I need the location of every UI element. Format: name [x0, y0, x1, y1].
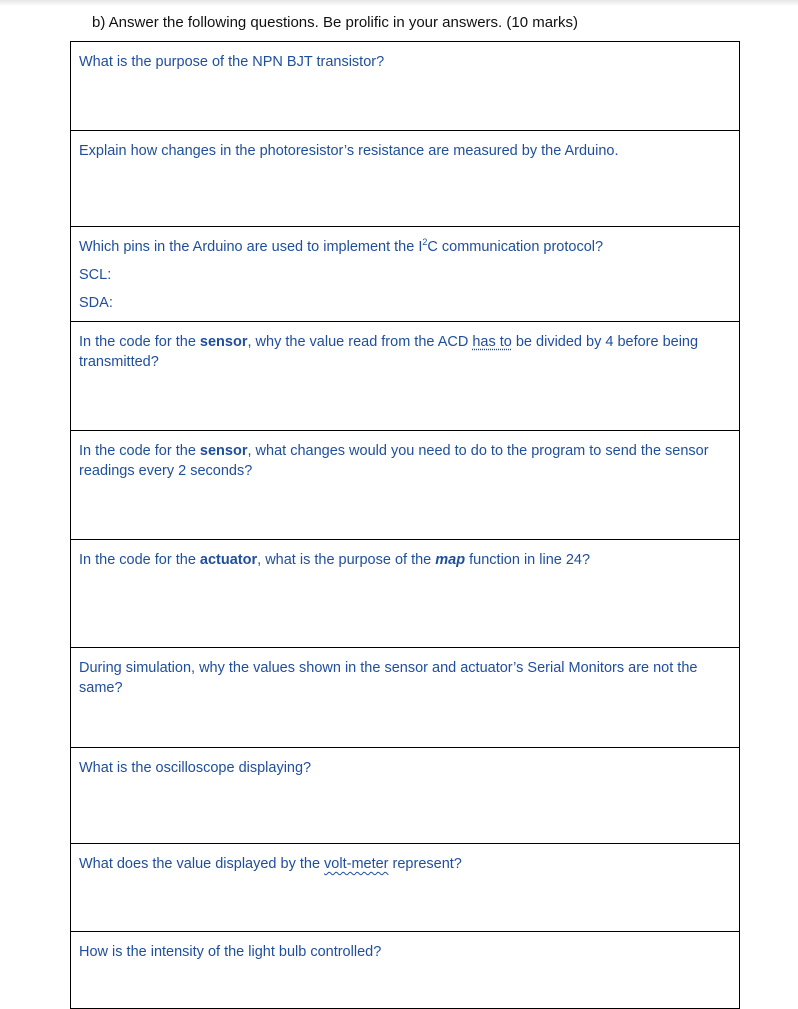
table-row	[71, 844, 740, 932]
question-cell-6[interactable]	[71, 540, 740, 648]
question-text	[79, 854, 734, 874]
sda-label: SDA:	[79, 295, 113, 311]
question-text: Explain how changes in the photoresistor’s resistance are measured by the Arduino.	[79, 143, 619, 159]
question-cell-5[interactable]	[71, 431, 740, 540]
question-text-part: In the code for the	[79, 552, 200, 568]
scl-label: SCL:	[79, 267, 112, 283]
question-cell-8[interactable]	[71, 748, 740, 844]
questions-table	[70, 41, 740, 1009]
page-top-shadow	[0, 0, 798, 6]
question-text: How is the intensity of the light bulb controlled?	[79, 944, 382, 960]
question-text	[79, 550, 734, 570]
question-text-part: be divided by 4 before being transmitted?	[79, 334, 699, 370]
question-text-part: , what changes would you need to do to the program to send the sensor readings every 2 seconds?	[79, 443, 709, 479]
superscript: 2	[422, 237, 428, 248]
question-text	[79, 332, 734, 372]
question-cell-10[interactable]	[71, 932, 740, 1009]
question-text-part: , why the value read from the ACD	[247, 334, 473, 350]
question-text	[79, 441, 734, 481]
table-row	[71, 648, 740, 748]
table-row	[71, 227, 740, 322]
bold-keyword: sensor	[199, 334, 248, 350]
question-cell-3[interactable]	[71, 227, 740, 322]
question-text-part: What does the value displayed by the	[79, 856, 325, 872]
bold-keyword: sensor	[199, 443, 248, 459]
question-text-part: In the code for the	[79, 334, 200, 350]
question-text-part: function in line 24?	[465, 552, 591, 568]
question-text-part: In the code for the	[79, 443, 200, 459]
spelling-marked-text: volt-meter	[324, 856, 389, 872]
question-cell-2[interactable]	[71, 131, 740, 227]
table-row	[71, 540, 740, 648]
question-text-part: represent?	[388, 856, 462, 872]
question-cell-4[interactable]	[71, 322, 740, 431]
question-cell-9[interactable]	[71, 844, 740, 932]
emphasized-keyword: map	[435, 552, 466, 568]
question-cell-7[interactable]	[71, 648, 740, 748]
question-text: What is the purpose of the NPN BJT transistor?	[79, 54, 385, 70]
grammar-marked-text: has to	[472, 334, 512, 350]
table-row	[71, 932, 740, 1009]
question-cell-1[interactable]	[71, 42, 740, 131]
question-text: What is the oscilloscope displaying?	[79, 760, 312, 776]
bold-keyword: actuator	[199, 552, 258, 568]
table-row	[71, 431, 740, 540]
section-heading: b) Answer the following questions. Be prolific in your answers. (10 marks)	[92, 14, 579, 31]
table-row	[71, 748, 740, 844]
question-text	[79, 237, 734, 257]
question-text-part: Which pins in the Arduino are used to implement the I	[79, 239, 423, 255]
table-row	[71, 42, 740, 131]
question-text-part: , what is the purpose of the	[257, 552, 436, 568]
question-text: During simulation, why the values shown in the sensor and actuator’s Serial Monitors are not the same?	[79, 660, 698, 696]
table-row	[71, 131, 740, 227]
table-row	[71, 322, 740, 431]
question-text-part: C communication protocol?	[427, 239, 604, 255]
